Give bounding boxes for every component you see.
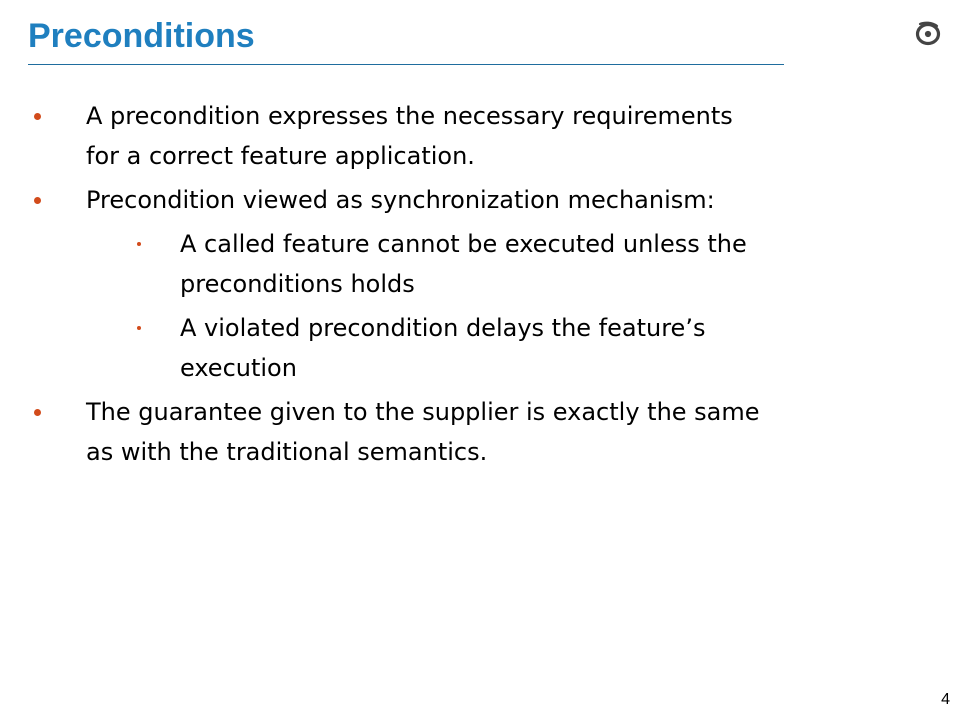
bullet-text-line: execution	[180, 354, 297, 382]
bullet-text-line: as with the traditional semantics.	[86, 438, 488, 466]
bullet-text-line: A precondition expresses the necessary requirements	[86, 102, 733, 130]
page-number: 4	[941, 691, 950, 708]
bullet-list	[0, 96, 960, 476]
sub-bullet-item-1	[0, 224, 960, 304]
bullet-dot-icon	[34, 409, 41, 416]
bullet-text-line: A violated precondition delays the feature’s	[180, 314, 706, 342]
sub-bullet-dot-icon	[137, 326, 141, 330]
bullet-text-line: for a correct feature application.	[86, 142, 475, 170]
bullet-item-2	[0, 180, 960, 220]
bullet-text-line: The guarantee given to the supplier is exactly the same	[86, 398, 760, 426]
bullet-dot-icon	[34, 197, 41, 204]
bullet-item-1	[0, 96, 960, 176]
slide-title: Preconditions	[28, 17, 255, 55]
bullet-item-3	[0, 392, 960, 472]
bullet-text-line: A called feature cannot be executed unless the	[180, 230, 747, 258]
bullet-dot-icon	[34, 113, 41, 120]
title-divider	[28, 64, 784, 65]
eiffel-logo-icon	[912, 18, 944, 50]
bullet-text-line: preconditions holds	[180, 270, 415, 298]
sub-bullet-item-2	[0, 308, 960, 388]
sub-bullet-dot-icon	[137, 242, 141, 246]
bullet-text-line: Precondition viewed as synchronization mechanism:	[86, 186, 715, 214]
